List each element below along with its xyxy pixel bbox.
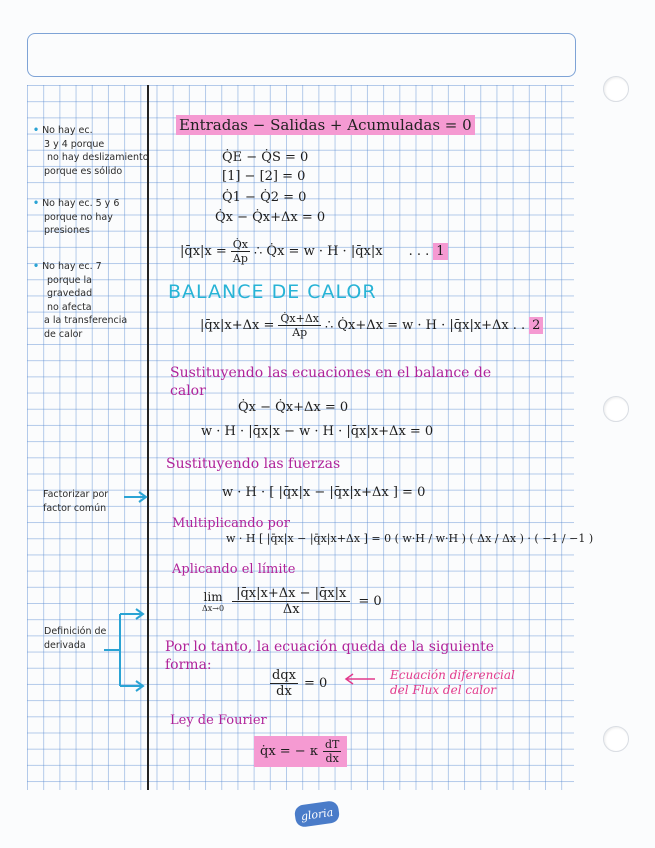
fraction [270,668,298,699]
fraction [323,738,341,765]
note-line: No hay ec. [42,125,93,136]
note-line: Definición de [44,626,107,637]
text-line: Sustituyendo las ecuaciones en el balance de [170,365,492,381]
fraction-numerator: Q̇x+Δx [280,312,319,325]
fraction-denominator: Δx [282,602,300,617]
equation-tag: 2 [529,317,543,334]
text-line: Ecuación diferencial [390,668,515,682]
limit-text: lim [203,590,223,604]
equation-part: = 0 [358,594,382,609]
note-line: factor común [43,502,107,514]
limit-operator [202,590,224,613]
note-line: no hay deslizamiento [47,152,149,163]
equation-dots: . . [512,318,526,333]
fraction-denominator: dx [325,752,339,765]
text-line: forma: [165,657,212,673]
page-left-margin [0,0,27,848]
text-sustituyendo-fuerzas: Sustituyendo las fuerzas [166,456,341,472]
note-line: No hay ec. 5 y 6 [42,198,120,209]
equation-1 [180,238,448,265]
note-line: porque es sólido [44,165,123,177]
fraction-denominator: Ap [292,326,308,339]
equation-part: q̇x = − κ [260,744,318,759]
note-line: Factorizar por [43,489,109,500]
text-aplicando-limite: Aplicando el límite [172,562,296,577]
margin-label-definicion [44,625,106,652]
note-line: porque la [47,274,92,286]
note-line: gravedad [47,288,93,299]
note-line: presiones [44,225,90,236]
fraction-denominator: dx [276,684,292,699]
equation-part: |q̄x|x+Δx = [200,318,275,333]
note-line: no afecta [47,301,92,313]
equation: Q̇x − Q̇x+Δx = 0 [215,210,326,225]
binder-hole [603,76,629,102]
arrow-right-icon [123,490,149,504]
text-ley-fourier: Ley de Fourier [170,713,267,728]
note-line: No hay ec. 7 [42,261,102,272]
bullet-icon: • [33,198,40,209]
binder-hole [603,726,629,752]
fraction-numerator: |q̄x|x+Δx − |q̄x|x [232,586,350,602]
note-line: a la transferencia [44,315,128,326]
equation-flux [270,668,327,699]
text-line: del Flux del calor [390,683,497,697]
brand-text: gloria [299,805,335,823]
equation: w · H · |q̄x|x − w · H · |q̄x|x+Δx = 0 [201,424,434,439]
text-sustituyendo-ecuaciones [170,364,491,400]
note-line: porque no hay [44,211,113,223]
fraction-numerator: dqx [272,668,296,683]
fraction [231,238,250,265]
text-multiplicando: Multiplicando por [172,516,290,531]
fraction-numerator: Q̇x [232,238,249,251]
equation: Q̇1 − Q̇2 = 0 [222,190,307,205]
limit-subscript: Δx→0 [202,604,225,613]
equation: w · H · [ |q̄x|x − |q̄x|x+Δx ] = 0 [222,485,426,500]
equation-tag: 1 [433,243,447,260]
fraction-denominator: Ap [232,252,248,265]
margin-label-factorizar [43,488,108,515]
bullet-icon: • [33,261,40,272]
equation-2 [200,312,543,339]
equation: [1] − [2] = 0 [222,169,306,184]
side-note-1 [33,124,149,178]
side-note-2 [33,197,119,238]
fraction [232,586,350,617]
equation-part: ∴ Q̇x+Δx = w · H · |q̄x|x+Δx [324,318,509,333]
fraction-numerator: dT [324,738,340,751]
note-line: de calor [44,328,83,340]
equation-part: ∴ Q̇x = w · H · |q̄x|x [254,244,383,259]
note-line: derivada [44,639,86,651]
label-ecuacion-diferencial [390,668,515,698]
equation-dots: . . . [408,244,430,259]
equation: Q̇E − Q̇S = 0 [222,150,309,165]
text-line: Por lo tanto, la ecuación queda de la siguiente [165,639,495,655]
note-line: 3 y 4 porque [44,138,105,150]
equation: Q̇x − Q̇x+Δx = 0 [238,400,349,415]
heading-balance-calor: BALANCE DE CALOR [168,281,377,303]
arrow-left-icon [343,673,377,685]
side-note-3 [33,260,127,341]
header-box [27,33,576,77]
equation-part: |q̄x|x = [180,244,227,259]
bracket-arrow-icon [100,608,148,692]
equation-limit [202,586,382,617]
bullet-icon: • [33,125,40,136]
equation: w · H [ |q̄x|x − |q̄x|x+Δx ] = 0 ( w·H / w·H ) ( Δx / Δx ) · ( −1 / −1 ) [226,532,594,545]
page-right-margin [574,0,655,848]
equation-part: = 0 [303,676,328,691]
equation-fourier [254,736,347,767]
binder-hole [603,396,629,422]
text-line: calor [170,383,206,399]
balance-general [176,118,475,133]
balance-general-text: Entradas − Salidas + Acumuladas = 0 [176,115,475,135]
fraction [278,312,321,339]
